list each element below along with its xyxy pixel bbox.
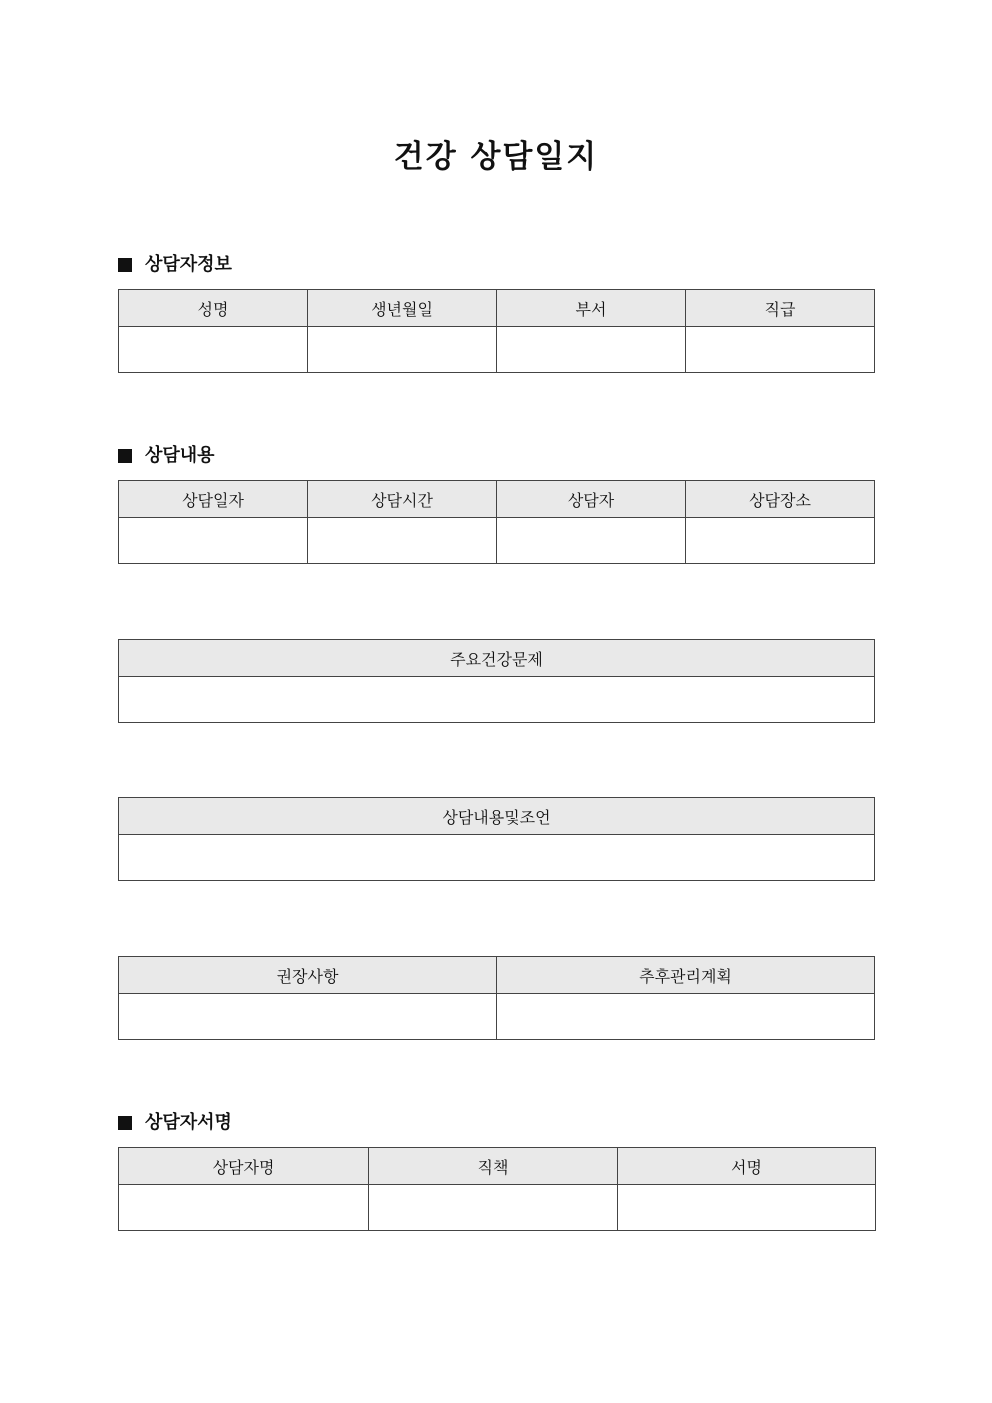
recommendations-table <box>118 956 875 1040</box>
square-bullet-icon <box>118 1116 132 1130</box>
table-row <box>119 518 875 564</box>
table-row <box>119 327 875 373</box>
square-bullet-icon <box>118 258 132 272</box>
column-header-counselor-name: 상담자명 <box>119 1148 369 1185</box>
table-row <box>119 1185 876 1231</box>
table-header-row <box>119 1148 876 1185</box>
column-header-position: 직급 <box>686 290 875 327</box>
column-header-counseling-time: 상담시간 <box>308 481 497 518</box>
counselor-name-field[interactable] <box>119 1185 369 1231</box>
column-header-department: 부서 <box>497 290 686 327</box>
table-header-row <box>119 957 875 994</box>
table-header-row <box>119 798 875 835</box>
section-heading-counseling-content <box>118 443 215 469</box>
signature-field[interactable] <box>618 1185 876 1231</box>
section-heading-client-info <box>118 252 232 278</box>
column-header-name: 성명 <box>119 290 308 327</box>
counseling-advice-table <box>118 797 875 881</box>
column-header-follow-up-plan: 추후관리계획 <box>497 957 875 994</box>
name-field[interactable] <box>119 327 308 373</box>
column-header-counseling-place: 상담장소 <box>686 481 875 518</box>
job-title-field[interactable] <box>369 1185 618 1231</box>
client-info-table <box>118 289 875 373</box>
counseling-date-field[interactable] <box>119 518 308 564</box>
counseling-content-table <box>118 480 875 564</box>
column-header-counselor: 상담자 <box>497 481 686 518</box>
section-heading-label: 상담자정보 <box>145 254 232 275</box>
table-header-row <box>119 640 875 677</box>
department-field[interactable] <box>497 327 686 373</box>
counselor-field[interactable] <box>497 518 686 564</box>
counseling-advice-field[interactable] <box>119 835 875 881</box>
table-row <box>119 835 875 881</box>
column-header-main-health-problem: 주요건강문제 <box>119 640 875 677</box>
counseling-time-field[interactable] <box>308 518 497 564</box>
table-row <box>119 677 875 723</box>
section-heading-label: 상담내용 <box>145 445 215 466</box>
counseling-place-field[interactable] <box>686 518 875 564</box>
main-health-problem-field[interactable] <box>119 677 875 723</box>
main-health-problem-table <box>118 639 875 723</box>
birthdate-field[interactable] <box>308 327 497 373</box>
column-header-counseling-date: 상담일자 <box>119 481 308 518</box>
column-header-recommendations: 권장사항 <box>119 957 497 994</box>
table-header-row <box>119 290 875 327</box>
counselor-signature-table <box>118 1147 876 1231</box>
column-header-job-title: 직책 <box>369 1148 618 1185</box>
recommendations-field[interactable] <box>119 994 497 1040</box>
square-bullet-icon <box>118 449 132 463</box>
page-title: 건강 상담일지 <box>393 139 599 175</box>
column-header-signature: 서명 <box>618 1148 876 1185</box>
table-row <box>119 994 875 1040</box>
column-header-counseling-advice: 상담내용및조언 <box>119 798 875 835</box>
table-header-row <box>119 481 875 518</box>
column-header-birthdate: 생년월일 <box>308 290 497 327</box>
follow-up-plan-field[interactable] <box>497 994 875 1040</box>
section-heading-counselor-signature <box>118 1110 232 1136</box>
section-heading-label: 상담자서명 <box>145 1112 232 1133</box>
position-field[interactable] <box>686 327 875 373</box>
